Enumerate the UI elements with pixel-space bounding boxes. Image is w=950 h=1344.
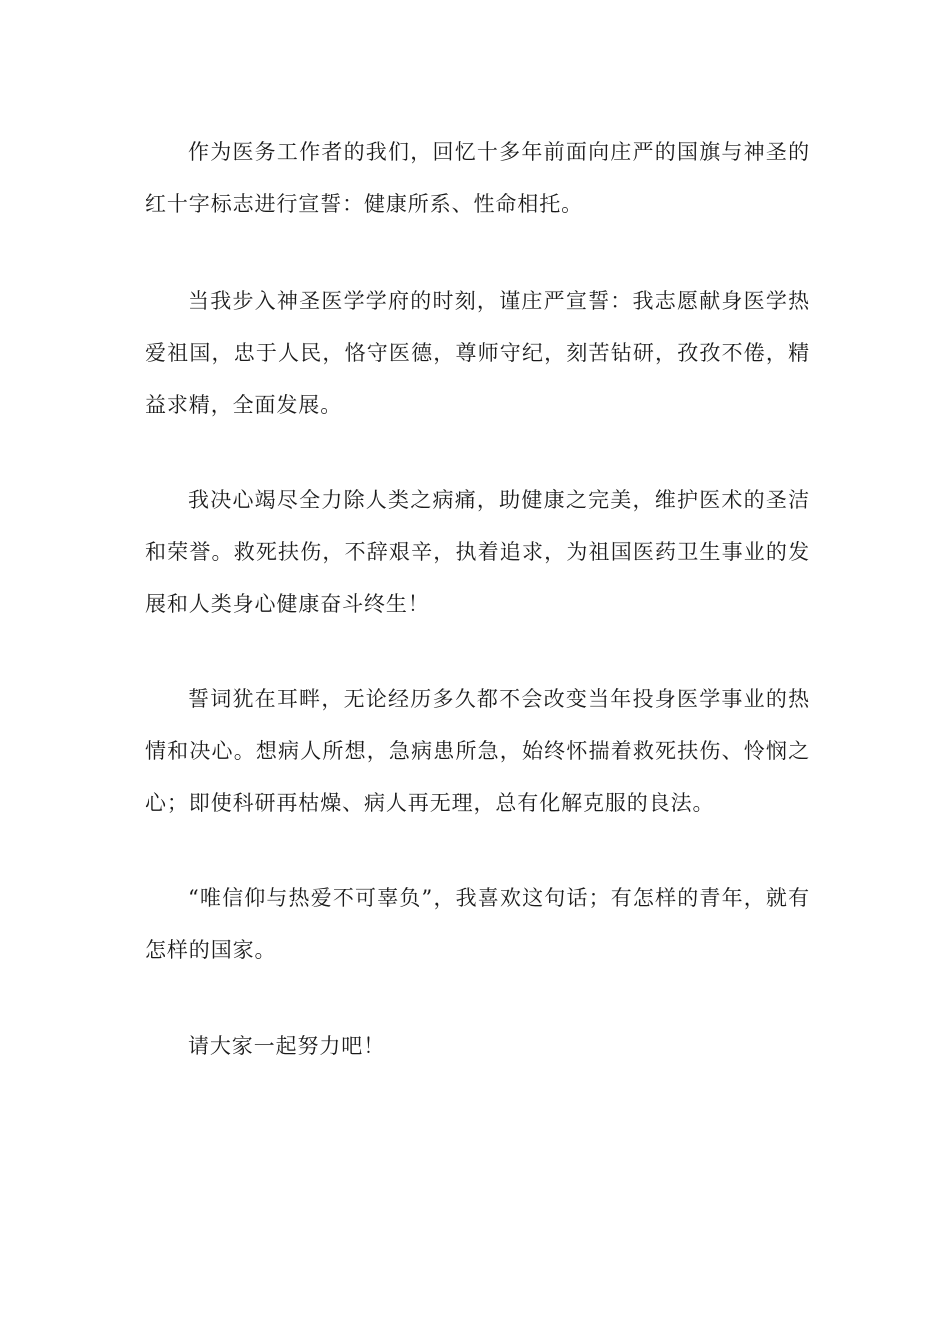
paragraph-resolve: 我决心竭尽全力除人类之病痛，助健康之完美，维护医术的圣洁和荣誉。救死扶伤，不辞艰辛，执着追求，为祖国医药卫生事业的发展和人类身心健康奋斗终生！ <box>145 488 810 616</box>
paragraph-oath-entry: 当我步入神圣医学学府的时刻，谨庄严宣誓：我志愿献身医学热爱祖国，忠于人民，恪守医德，尊师守纪，刻苦钻研，孜孜不倦，精益求精，全面发展。 <box>145 289 810 417</box>
paragraph-quote: “唯信仰与热爱不可辜负”，我喜欢这句话；有怎样的青年，就有怎样的国家。 <box>145 886 810 962</box>
paragraph-oath-reflection: 誓词犹在耳畔，无论经历多久都不会改变当年投身医学事业的热情和决心。想病人所想，急病患所急，始终怀揣着救死扶伤、怜悯之心；即使科研再枯燥、病人再无理，总有化解克服的良法。 <box>145 687 810 815</box>
paragraph-closing: 请大家一起努力吧！ <box>188 1034 386 1058</box>
paragraph-oath-memory: 作为医务工作者的我们，回忆十多年前面向庄严的国旗与神圣的红十字标志进行宣誓：健康所系、性命相托。 <box>145 140 810 216</box>
